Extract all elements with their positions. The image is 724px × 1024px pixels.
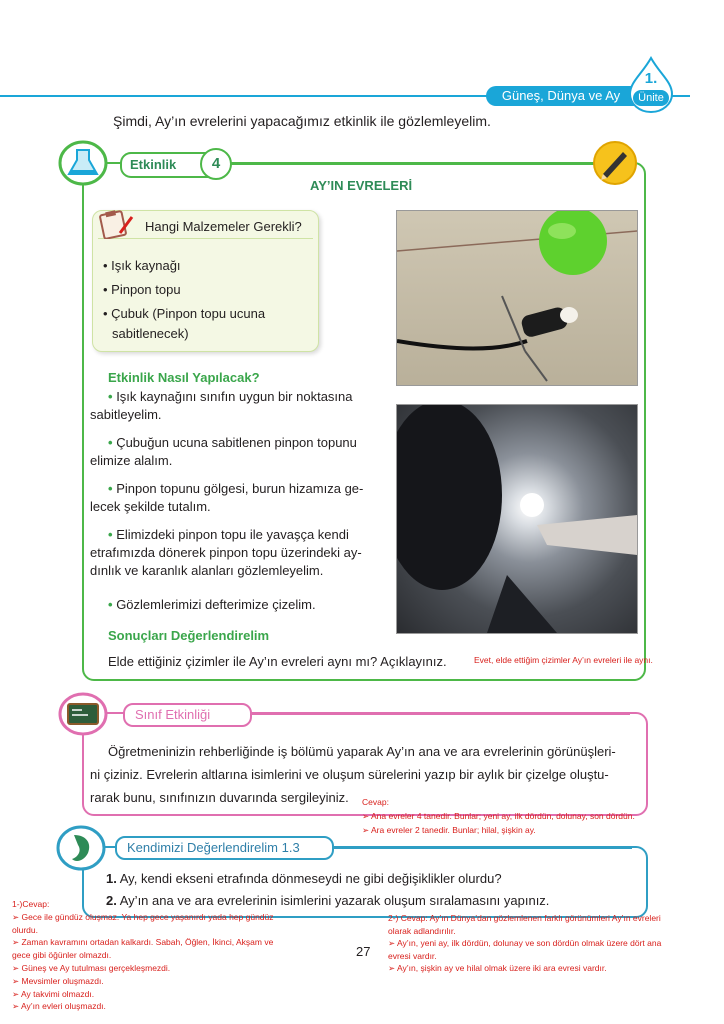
class-activity-line: Öğretmeninizin rehberliğinde iş bölümü yaparak Ay’ın ana ve ara evrelerinin görünüşleri- <box>108 744 616 759</box>
answer-left-line: 1-)Cevap: <box>12 899 50 909</box>
material-item: • Pinpon topu <box>103 282 181 297</box>
answer-left-line: gece gibi öğünler olmazdı. <box>12 950 112 961</box>
flask-icon <box>58 140 108 186</box>
intro-text: Şimdi, Ay’ın evrelerini yapacağımız etkinlik ile gözlemleyelim. <box>113 113 491 129</box>
clipboard-icon <box>96 209 136 239</box>
answers-left <box>12 898 312 1013</box>
pencil-icon <box>591 140 639 186</box>
answer-left-line: ➢ Güneş ve Ay tutulması gerçekleşmezdi. <box>12 962 171 973</box>
material-item: sabitlenecek) <box>112 326 189 341</box>
step-5: • Gözlemlerimizi defterimize çizelim. <box>108 597 316 612</box>
class-answer-line: Cevap: <box>362 797 389 807</box>
results-question: Elde ettiğiniz çizimler ile Ay’ın evreleri aynı mı? Açıklayınız. <box>108 654 447 669</box>
results-answer: Evet, elde ettiğim çizimler Ay’ın evreleri ile aynı. <box>474 655 653 665</box>
step-3-line: lecek şekilde tutalım. <box>90 499 211 514</box>
self-eval-q1 <box>106 871 502 886</box>
answer-right-line: ➢ Ay’ın, yeni ay, ilk dördün, dolunay ve son dördün olmak üzere dört ana <box>388 938 662 949</box>
step-4-line: dınlık ve karanlık alanları gözlemleyelim. <box>90 563 324 578</box>
class-activity-label: Sınıf Etkinliği <box>123 703 252 727</box>
howto-title: Etkinlik Nasıl Yapılacak? <box>108 370 260 385</box>
step-5-line: Gözlemlerimizi defterimize çizelim. <box>116 597 316 612</box>
unit-word: Ünite <box>633 90 669 106</box>
step-4-line: etrafımızda dönerek pinpon topu üzerindeki ay- <box>90 545 362 560</box>
answer-left-line: ➢ Gece ile gündüz oluşmaz. Ya hep gece yaşanırdı yada hep gündüz <box>12 911 274 922</box>
activity-title: AY’IN EVRELERİ <box>310 178 413 193</box>
ping-pong-photo <box>396 210 638 386</box>
answer-right-line: evresi vardır. <box>388 950 437 961</box>
activity-number: 4 <box>200 148 232 180</box>
results-title: Sonuçları Değerlendirelim <box>108 628 270 643</box>
answer-left-line: ➢ Zaman kavramını ortadan kalkardı. Sabah, Öğlen, İkinci, Akşam ve <box>12 937 274 948</box>
step-1-line: Işık kaynağını sınıfın uygun bir noktasına <box>116 389 353 404</box>
answer-left-line: ➢ Mevsimler oluşmazdı. <box>12 975 104 986</box>
class-activity-line: ni çiziniz. Evrelerin altlarına isimlerini ve oluşum sürelerini yazıp bir aylık bir çizelge oluştu- <box>90 767 609 782</box>
answer-left-line: olurdu. <box>12 924 38 935</box>
answer-right-line: 2-) Cevap: Ay’ın Dünya’dan gözlemlenen farklı görünümleri Ay’ın evreleri <box>388 913 661 923</box>
self-eval-q2-text: Ay’ın ana ve ara evrelerinin isimlerini yazarak oluşum sıralamasını yapınız. <box>119 893 550 908</box>
answer-right-line: ➢ Ay’ın, şişkin ay ve hilal olmak üzere iki ara evresi vardır. <box>388 963 607 974</box>
answer-left-line: ➢ Ay’ın evleri oluşmazdı. <box>12 1001 106 1012</box>
self-eval-rule <box>322 847 632 849</box>
light-demo-photo <box>396 404 638 634</box>
self-eval-q1-text: Ay, kendi ekseni etrafında dönmeseydi ne gibi değişiklikler olurdu? <box>119 871 502 886</box>
step-2-line: elimize alalım. <box>90 453 173 468</box>
activity-header-rule <box>230 163 630 165</box>
step-1-line: sabitleyelim. <box>90 407 162 422</box>
unit-title: Güneş, Dünya ve Ay <box>486 86 636 106</box>
class-activity-rule <box>240 713 630 715</box>
self-eval-icon <box>56 825 106 871</box>
step-1: • Işık kaynağını sınıfın uygun bir noktasına sabitleyelim. <box>90 388 390 424</box>
answer-right-line: olarak adlandırılır. <box>388 925 456 936</box>
step-2-line: Çubuğun ucuna sabitlenen pinpon topunu <box>116 435 357 450</box>
class-answer-line: ➢ Ara evreler 2 tanedir. Bunlar; hilal, şişkin ay. <box>362 825 536 835</box>
step-3-line: Pinpon topunu gölgesi, burun hizamıza ge- <box>116 481 364 496</box>
self-eval-label: Kendimizi Değerlendirelim 1.3 <box>115 836 334 860</box>
class-answer-line: ➢ Ana evreler 4 tanedir. Bunlar; yeni ay, ilk dördün, dolunay, son dördün. <box>362 811 635 821</box>
materials-title: Hangi Malzemeler Gerekli? <box>145 219 302 234</box>
step-3: • Pinpon topunu gölgesi, burun hizamıza ge- lecek şekilde tutalım. <box>90 480 390 516</box>
activity-label: Etkinlik <box>120 152 220 178</box>
material-item: • Çubuk (Pinpon topu ucuna <box>103 306 266 321</box>
unit-number: 1. <box>644 70 658 87</box>
step-4-line: Elimizdeki pinpon topu ile yavaşça kendi <box>116 527 349 542</box>
class-activity-line: rarak bunu, sınıfınızın duvarında sergileyiniz. <box>90 790 349 805</box>
step-4: • Elimizdeki pinpon topu ile yavaşça kendi etrafımızda dönerek pinpon topu üzerindeki ay- dınlık ve karanlık alanları gözlemleyelim. <box>90 526 395 580</box>
self-eval-q2-number: 2. <box>106 893 117 908</box>
material-item: • Işık kaynağı <box>103 258 181 273</box>
answers-right <box>388 912 708 975</box>
chalkboard-icon <box>58 692 108 736</box>
self-eval-q1-number: 1. <box>106 871 117 886</box>
step-2: • Çubuğun ucuna sabitlenen pinpon topunu elimize alalım. <box>90 434 390 470</box>
page-number: 27 <box>356 944 371 959</box>
answer-left-line: ➢ Ay takvimi olmazdı. <box>12 988 95 999</box>
